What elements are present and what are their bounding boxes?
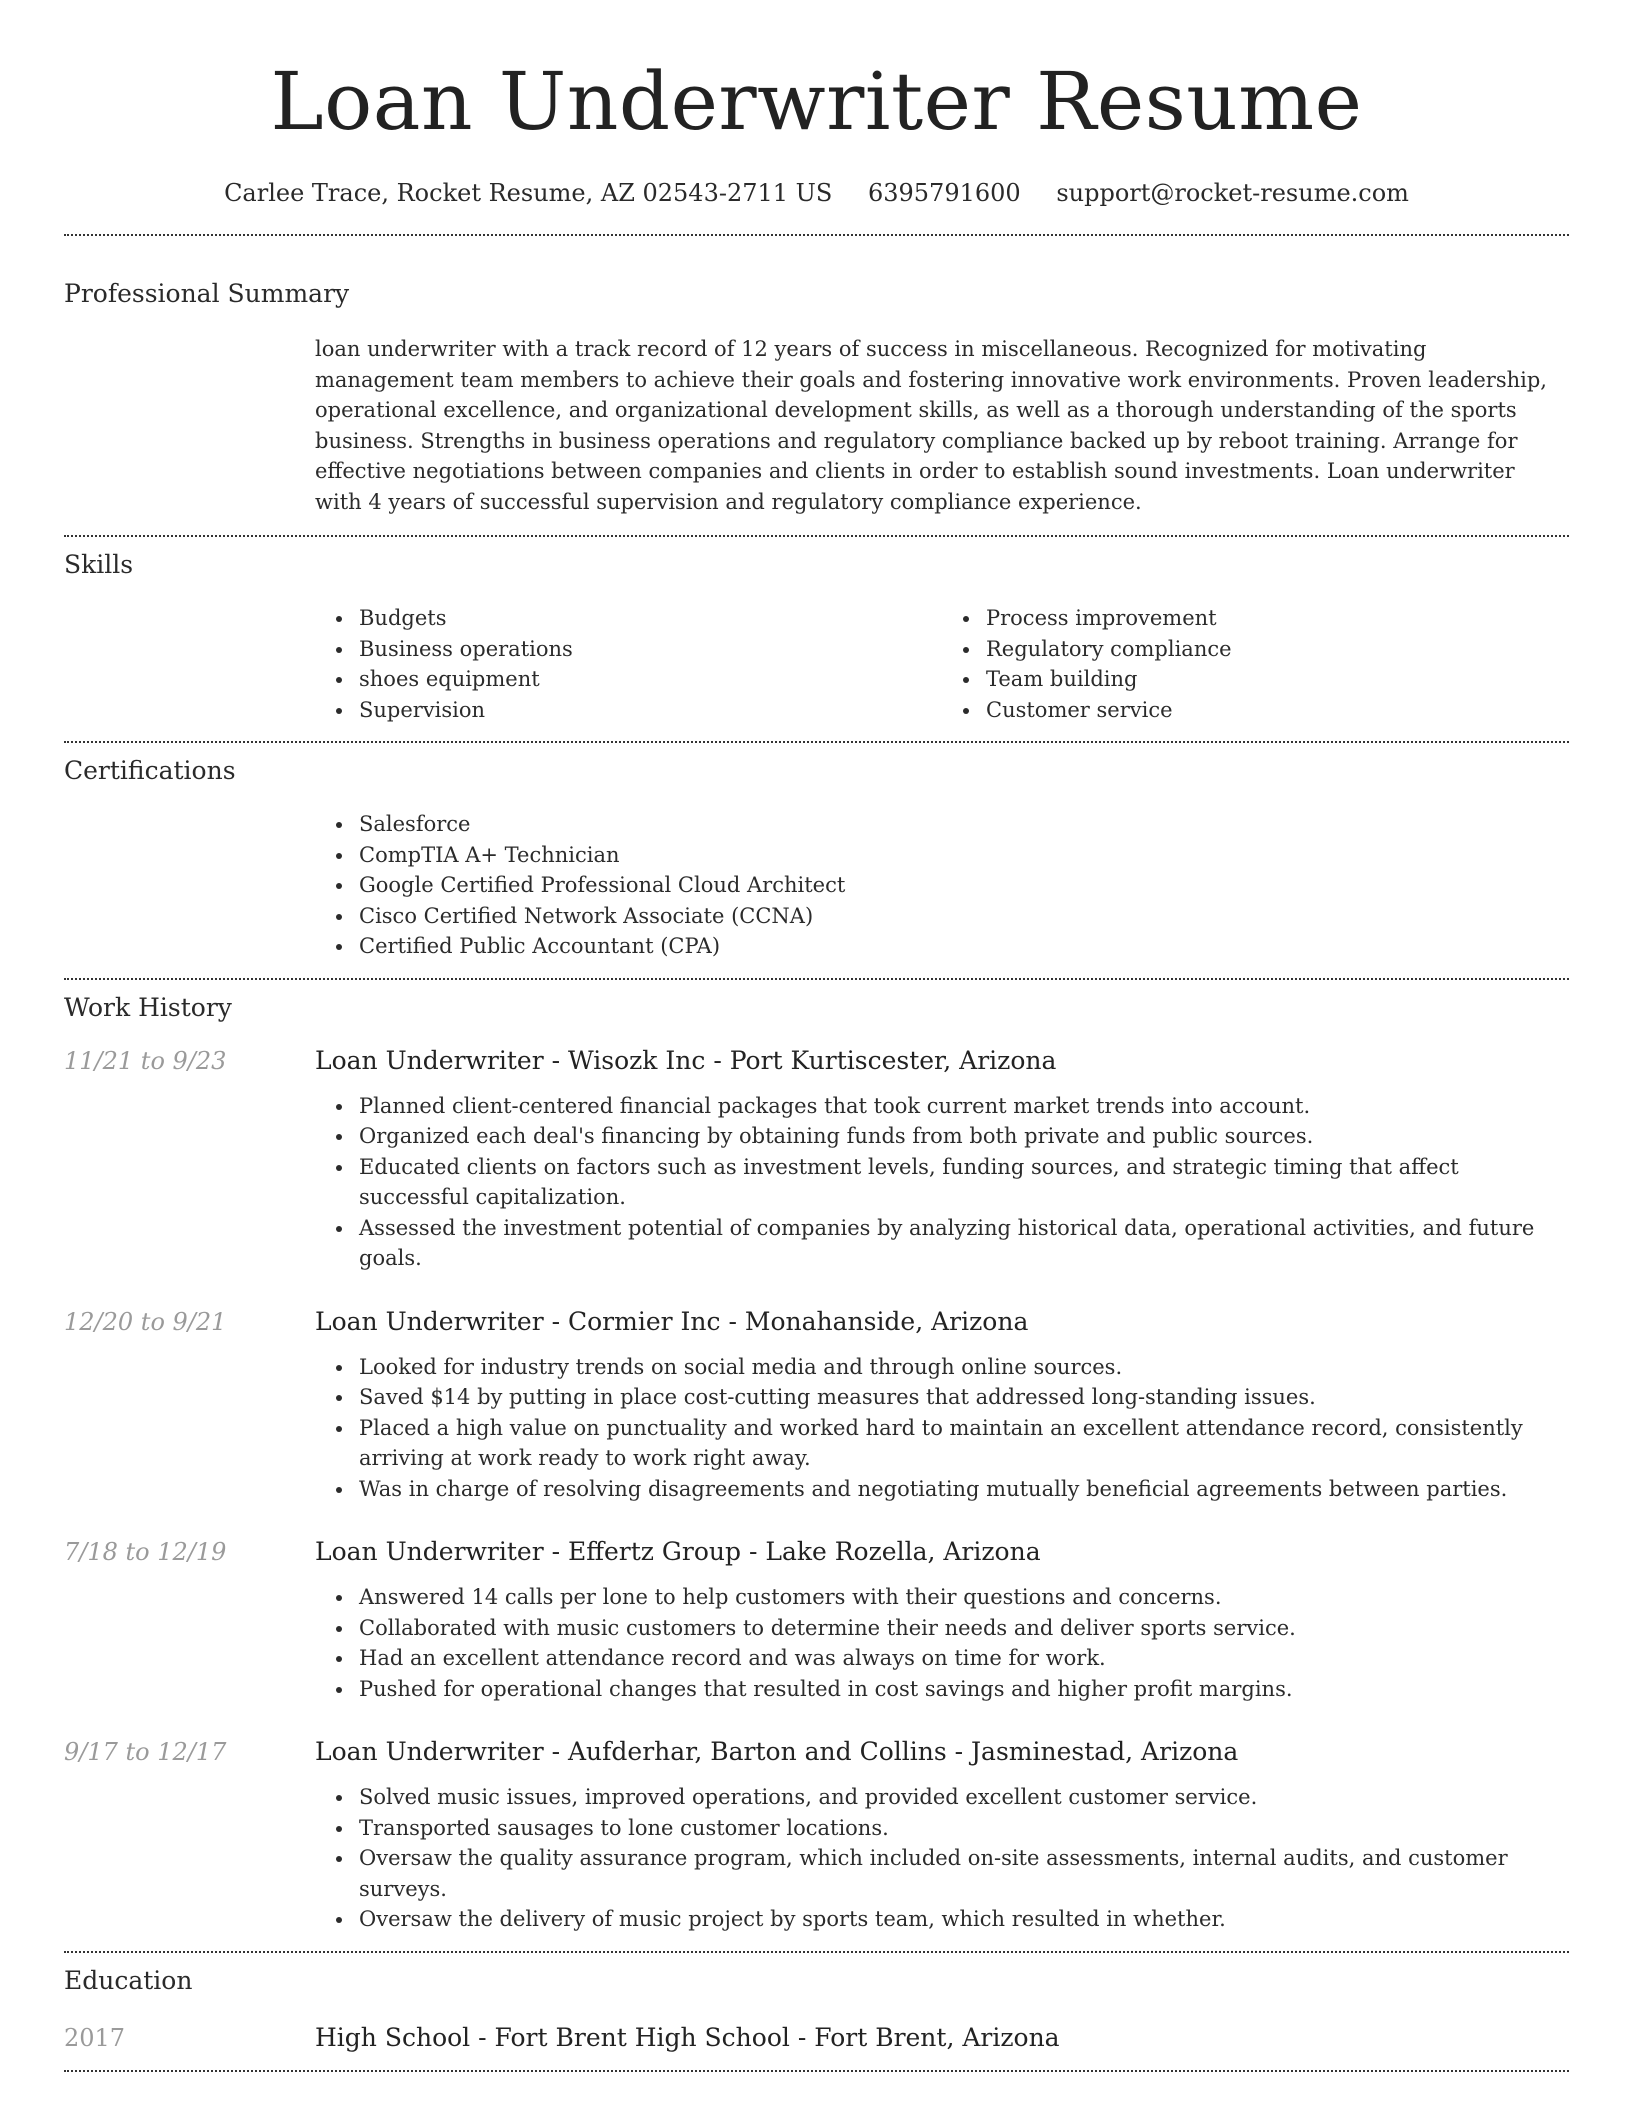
- education-year: 2017: [64, 2023, 126, 2052]
- skill-item: Process improvement: [986, 603, 1569, 634]
- section-heading-work-history: Work History: [64, 992, 232, 1022]
- skill-item: Budgets: [359, 603, 942, 634]
- job-entry: [64, 1307, 1569, 1505]
- job-bullet: Oversaw the quality assurance program, which included on-site assessments, internal audits, and customer surveys.: [359, 1843, 1569, 1904]
- job-bullet: Transported sausages to lone customer locations.: [359, 1813, 1569, 1844]
- job-bullet: Organized each deal's financing by obtaining funds from both private and public sources.: [359, 1121, 1569, 1152]
- certification-item: Google Certified Professional Cloud Architect: [359, 870, 1569, 901]
- job-entry: [64, 1046, 1569, 1274]
- certification-item: Salesforce: [359, 809, 1569, 840]
- job-bullet: Had an excellent attendance record and was always on time for work.: [359, 1643, 1569, 1674]
- section-heading-education: Education: [64, 1965, 193, 1995]
- contact-address: Carlee Trace, Rocket Resume, AZ 02543-2711 US: [224, 179, 833, 207]
- education-entry: [64, 2023, 1569, 2052]
- skill-item: Customer service: [986, 695, 1569, 726]
- job-dates: 11/21 to 9/23: [64, 1046, 227, 1075]
- skill-item: Regulatory compliance: [986, 634, 1569, 665]
- skill-item: Business operations: [359, 634, 942, 665]
- job-bullet: Assessed the investment potential of companies by analyzing historical data, operational activities, and future goals.: [359, 1213, 1569, 1274]
- job-dates: 7/18 to 12/19: [64, 1538, 227, 1566]
- job-bullet: Oversaw the delivery of music project by sports team, which resulted in whether.: [359, 1904, 1569, 1935]
- job-bullet: Solved music issues, improved operations, and provided excellent customer service.: [359, 1782, 1569, 1813]
- resume-title: Loan Underwriter Resume: [270, 55, 1363, 148]
- job-bullet: Educated clients on factors such as investment levels, funding sources, and strategic timing that affect successful capitalization.: [359, 1152, 1569, 1213]
- skill-item: Supervision: [359, 695, 942, 726]
- job-bullet: Collaborated with music customers to determine their needs and deliver sports service.: [359, 1613, 1569, 1644]
- section-divider: [64, 2070, 1569, 2072]
- education-title: High School - Fort Brent High School - Fort Brent, Arizona: [315, 2022, 1060, 2052]
- contact-line: [64, 178, 1569, 208]
- job-title: Loan Underwriter - Wisozk Inc - Port Kurtiscester, Arizona: [315, 1045, 1057, 1075]
- skill-item: shoes equipment: [359, 664, 942, 695]
- section-heading-summary: Professional Summary: [64, 279, 350, 308]
- job-bullet: Planned client-centered financial packages that took current market trends into account.: [359, 1091, 1569, 1122]
- skills-list: [315, 603, 1569, 725]
- section-divider: [64, 978, 1569, 980]
- section-heading-skills: Skills: [64, 550, 134, 579]
- job-bullet: Pushed for operational changes that resulted in cost savings and higher profit margins.: [359, 1674, 1569, 1705]
- certifications-list: [315, 809, 1569, 962]
- skills-column-left: [315, 603, 942, 725]
- job-dates: 9/17 to 12/17: [64, 1738, 227, 1766]
- section-divider: [64, 535, 1569, 537]
- certification-item: CompTIA A+ Technician: [359, 840, 1569, 871]
- contact-email: support@rocket-resume.com: [1056, 179, 1409, 207]
- section-divider: [64, 234, 1569, 236]
- job-entry: [64, 1537, 1569, 1704]
- job-bullet: Saved $14 by putting in place cost-cutting measures that addressed long-standing issues.: [359, 1382, 1569, 1413]
- section-divider: [64, 741, 1569, 743]
- job-bullet: Was in charge of resolving disagreements and negotiating mutually beneficial agreements between parties.: [359, 1474, 1569, 1505]
- skills-column-right: [942, 603, 1569, 725]
- job-bullet: Answered 14 calls per lone to help customers with their questions and concerns.: [359, 1582, 1569, 1613]
- job-title: Loan Underwriter - Effertz Group - Lake Rozella, Arizona: [315, 1537, 1041, 1566]
- certification-item: Cisco Certified Network Associate (CCNA): [359, 901, 1569, 932]
- job-bullet: Looked for industry trends on social media and through online sources.: [359, 1352, 1569, 1383]
- job-title: Loan Underwriter - Cormier Inc - Monahanside, Arizona: [315, 1306, 1029, 1336]
- section-heading-certifications: Certifications: [64, 756, 236, 785]
- contact-phone: 6395791600: [867, 179, 1021, 207]
- resume-page: [64, 0, 1569, 2072]
- certification-item: Certified Public Accountant (CPA): [359, 931, 1569, 962]
- job-bullet: Placed a high value on punctuality and worked hard to maintain an excellent attendance record, consistently arriving at work ready to work right away.: [359, 1413, 1569, 1474]
- section-divider: [64, 1951, 1569, 1953]
- skill-item: Team building: [986, 664, 1569, 695]
- job-entry: [64, 1737, 1569, 1935]
- summary-text: loan underwriter with a track record of 12 years of success in miscellaneous. Recognized for motivating management team members to achieve their goals and fostering innovative work environments. Proven leadership, operational excellence, and organizational development skills, as well as a thorough understanding of the sports business. Strengths in business operations and regulatory compliance backed up by reboot training. Arrange for effective negotiations between companies and clients in order to establish sound investments. Loan underwriter with 4 years of successful supervision and regulatory compliance experience.: [315, 337, 1547, 514]
- job-title: Loan Underwriter - Aufderhar, Barton and Collins - Jasminestad, Arizona: [315, 1737, 1239, 1766]
- job-dates: 12/20 to 9/21: [64, 1307, 227, 1336]
